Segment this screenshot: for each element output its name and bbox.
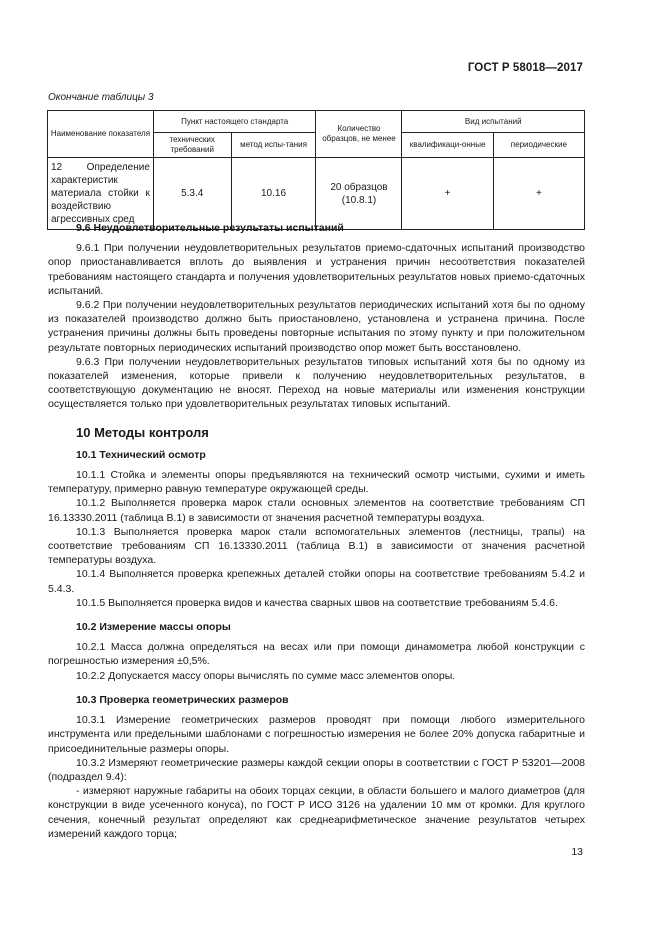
para-10-2-2: 10.2.2 Допускается массу опоры вычислять по сумме масс элементов опоры. bbox=[76, 669, 456, 682]
table-row bbox=[48, 158, 585, 230]
para-10-3-2: 10.3.2 Измеряют геометрические размеры каждой секции опоры в соответствии с ГОСТ Р 53201—2008 (подраздел 9.4): bbox=[48, 756, 585, 783]
para-10-1-4: 10.1.4 Выполняется проверка крепежных деталей стойки опоры на соответствие требованиям 5.4.2 и 5.4.3. bbox=[48, 568, 585, 595]
page-number: 13 bbox=[571, 846, 583, 858]
section-10-2-title: 10.2 Измерение массы опоры bbox=[76, 621, 231, 634]
para-10-1-1: 10.1.1 Стойка и элементы опоры предъявляются на технический осмотр чистыми, сухими и иметь температуру, примерно равную температуре окружающей среды. bbox=[48, 469, 585, 496]
para-9-6-3: 9.6.3 При получении неудовлетворительных результатов типовых испытаний хотя бы по одному из показателей изменения, которые привели к получению неудовлетворительных результатов, в соответствующую документацию не вносят. Переход на новые материалы или изменения конструкции осуществляется только при удовлетворительных результатах типовых испытаний. bbox=[48, 355, 585, 411]
para-9-6-1: 9.6.1 При получении неудовлетворительных результатов приемо-сдаточных испытаний производство опор приостанавливается вплоть до выявления и устранения причин несоответствия показателей требованиям настоящего стандарта и получения удовлетворительных результатов новых приемо-сдаточных испытаний. bbox=[48, 242, 585, 297]
header-periodic: периодические bbox=[493, 133, 584, 158]
para-10-1-5: 10.1.5 Выполняется проверка видов и качества сварных швов на соответствие требованиям 5.4.6. bbox=[76, 596, 558, 609]
para-9-6-2: 9.6.2 При получении неудовлетворительных результатов периодических испытаний хотя бы по одному из показателей производство должно быть приостановлено, установлена и устранена причина. После устранения причины должны быть проведены повторные испытания по этому пункту и при положительном результате повторных периодических испытаний производство опор может быть восстановлено. bbox=[48, 299, 585, 354]
header-clause-group: Пункт настоящего стандарта bbox=[153, 111, 316, 133]
header-qualification: квалификаци-онные bbox=[402, 133, 493, 158]
standard-code: ГОСТ Р 58018—2017 bbox=[467, 62, 583, 74]
para-10-3-1: 10.3.1 Измерение геометрических размеров проводят при помощи любого измерительного инструмента или предельными шаблонами с погрешностью измерения не более 20% допуска габаритные и присоединительные размеры опоры. bbox=[48, 714, 585, 755]
row-method: 10.16 bbox=[231, 158, 316, 230]
section-10-3-title: 10.3 Проверка геометрических размеров bbox=[76, 693, 289, 706]
section-10-1-title: 10.1 Технический осмотр bbox=[76, 448, 206, 461]
header-name: Наименование показателя bbox=[48, 111, 154, 158]
para-10-1-3: 10.1.3 Выполняется проверка марок стали вспомогательных элементов (лестницы, трапы) на соответствие требованиям СП 16.13330.2011 (таблица В.1) в зависимости от значения расчетной температуры воздуха. bbox=[48, 525, 585, 567]
para-10-1-2: 10.1.2 Выполняется проверка марок стали основных элементов на соответствие требованиям СП 16.13330.2011 (таблица В.1) в зависимости от значения расчетной температуры воздуха. bbox=[48, 497, 585, 524]
para-10-2-1: 10.2.1 Масса должна определяться на весах или при помощи динамометра любой конструкции с погрешностью измерения ±0,5%. bbox=[48, 641, 585, 668]
row-name: 12 Определение характеристик материала стойки к воздействию агрессивных сред bbox=[48, 158, 154, 230]
section-10-title: 10 Методы контроля bbox=[76, 424, 209, 440]
table-3 bbox=[47, 110, 585, 230]
document-body bbox=[48, 221, 585, 841]
row-count: 20 образцов (10.8.1) bbox=[316, 158, 402, 230]
section-9-6-title: 9.6 Неудовлетворительные результаты испытаний bbox=[76, 222, 344, 234]
para-10-3-2-item: - измеряют наружные габариты на обоих торцах секции, в области большего и малого диаметров (для конструкции в виде усеченного конуса), по ГОСТ Р ИСО 3126 на удалении 10 мм от кромки. Для круглого сечения, конечный результат определяют как среднеарифметическое значение результатов четырех измерений каждого торца; bbox=[48, 785, 585, 840]
row-req: 5.3.4 bbox=[153, 158, 231, 230]
header-test-method: метод испы-тания bbox=[231, 133, 316, 158]
row-periodic: + bbox=[493, 158, 584, 230]
row-qualification: + bbox=[402, 158, 493, 230]
header-test-type-group: Вид испытаний bbox=[402, 111, 585, 133]
header-sample-count: Количество образцов, не менее bbox=[316, 111, 402, 158]
table-caption: Окончание таблицы 3 bbox=[48, 92, 154, 103]
header-tech-requirements: технических требований bbox=[153, 133, 231, 158]
